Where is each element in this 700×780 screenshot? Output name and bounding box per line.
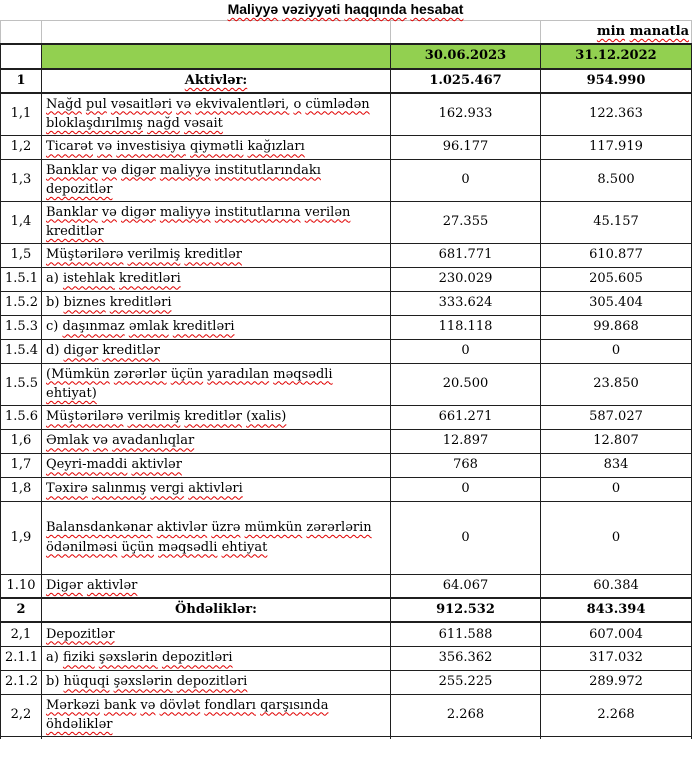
cell-value-2022: 289.972 (541, 670, 692, 694)
cell-row-number: 1,8 (1, 477, 42, 501)
table-row (1, 159, 692, 201)
cell-row-number: 1,9 (1, 501, 42, 574)
page-title (0, 0, 691, 20)
cell-value-2023: 255.225 (391, 670, 541, 694)
table-row (1, 694, 692, 736)
cell-row-number: 2.1.1 (1, 646, 42, 670)
cell-item-label: Nağd pul vəsaitləri və ekvivalentləri, o cümlədən bloklaşdırılmış nağd vəsait (42, 93, 391, 136)
cell-value-2022: 0 (541, 501, 692, 574)
cell-value-2022: 0 (541, 477, 692, 501)
unit-row (1, 21, 692, 44)
table-row (1, 501, 692, 574)
cell-value-2022: 23.850 (541, 363, 692, 405)
cell-value-2022: 117.919 (541, 135, 692, 159)
cell-value-2023: 333.624 (391, 291, 541, 315)
cell-item-label: Ticarət və investisiya qiymətli kağızları (42, 135, 391, 159)
cell-row-number: 1.5.4 (1, 339, 42, 363)
cell-item-label: Balansdankənar aktivlər üzrə mümkün zərərlərin ödənilməsi üçün məqsədli ehtiyat (42, 501, 391, 574)
cell-value-2022: 45.157 (541, 201, 692, 243)
cell-value-2023: 27.355 (391, 201, 541, 243)
cell-row-number: 1,7 (1, 453, 42, 477)
cell-row-number: 1.5.1 (1, 267, 42, 291)
cell-row-number: 1,4 (1, 201, 42, 243)
cell-item-label: Müştərilərə verilmiş kreditlər (xalis) (42, 405, 391, 429)
cell-value-2022: 99.868 (541, 315, 692, 339)
cell-item-label: (Mümkün zərərlər üçün yaradılan məqsədli ehtiyat) (42, 363, 391, 405)
cell-value-2023: 0 (391, 339, 541, 363)
cell-item-label: Müştərilərə verilmiş kreditlər (42, 243, 391, 267)
cell-row-number: 1.5.5 (1, 363, 42, 405)
table-row (1, 646, 692, 670)
cell-value-2022: 607.004 (541, 622, 692, 646)
cell-value-2023: 0 (391, 477, 541, 501)
cell-value-2022: 205.605 (541, 267, 692, 291)
cell-item-label: Təxirə salınmış vergi aktivləri (42, 477, 391, 501)
cell-row-number: 1.10 (1, 574, 42, 598)
cell-value-2022: 305.404 (541, 291, 692, 315)
cell-value-2022: 610.877 (541, 243, 692, 267)
cell-item-label: c) daşınmaz əmlak kreditləri (42, 315, 391, 339)
table-row (1, 243, 692, 267)
cell-value-2023: 912.532 (391, 598, 541, 622)
cell-value-2022: 954.990 (541, 69, 692, 93)
cell-value-2023: 1.025.467 (391, 69, 541, 93)
cell-item-label: Banklar və digər maliyyə institutlarındakı depozitlər (42, 159, 391, 201)
cell-item-label: b) biznes kreditləri (42, 291, 391, 315)
table-row (1, 622, 692, 646)
cell-value-2023: 356.362 (391, 646, 541, 670)
header-label-cell (42, 44, 391, 69)
cell-value-2023: 118.118 (391, 315, 541, 339)
unit-row-empty-cell (42, 21, 391, 44)
cell-value-2022: 0 (541, 339, 692, 363)
cell-value-2023: 681.771 (391, 243, 541, 267)
table-row (1, 598, 692, 622)
table-row (1, 201, 692, 243)
table-row (1, 670, 692, 694)
cell-value-2023: 64.067 (391, 574, 541, 598)
header-date-2023: 30.06.2023 (391, 44, 541, 69)
table-row (1, 405, 692, 429)
cell-value-2023: 2.268 (391, 694, 541, 736)
cut-off-cell (391, 736, 541, 739)
cell-row-number: 2.1.2 (1, 670, 42, 694)
table-row (1, 291, 692, 315)
table-row (1, 339, 692, 363)
financial-report-table (0, 20, 692, 739)
table-row (1, 453, 692, 477)
cell-value-2022: 8.500 (541, 159, 692, 201)
cell-item-label: a) istehlak kreditləri (42, 267, 391, 291)
cell-value-2023: 96.177 (391, 135, 541, 159)
cell-value-2023: 20.500 (391, 363, 541, 405)
cell-value-2023: 611.588 (391, 622, 541, 646)
cell-row-number: 1,6 (1, 429, 42, 453)
cell-item-label: Digər aktivlər (42, 574, 391, 598)
unit-row-empty-cell (391, 21, 541, 44)
cell-item-label: Depozitlər (42, 622, 391, 646)
cut-off-row (1, 736, 692, 739)
table-row (1, 315, 692, 339)
column-header-row (1, 44, 692, 69)
cell-value-2022: 587.027 (541, 405, 692, 429)
unit-note: min manatla (541, 21, 692, 44)
cell-value-2022: 60.384 (541, 574, 692, 598)
cell-value-2023: 12.897 (391, 429, 541, 453)
cell-item-label: Əmlak və avadanlıqlar (42, 429, 391, 453)
cell-row-number: 2 (1, 598, 42, 622)
table-row (1, 267, 692, 291)
cell-row-number: 1.5.3 (1, 315, 42, 339)
cut-off-cell (1, 736, 42, 739)
cell-item-label: a) fiziki şəxslərin depozitləri (42, 646, 391, 670)
table-row (1, 574, 692, 598)
cell-value-2023: 230.029 (391, 267, 541, 291)
cell-item-label: b) hüquqi şəxslərin depozitləri (42, 670, 391, 694)
cell-value-2023: 162.933 (391, 93, 541, 136)
report-table-head (1, 21, 692, 69)
cell-value-2022: 317.032 (541, 646, 692, 670)
cell-item-label: Banklar və digər maliyyə institutlarına verilən kreditlər (42, 201, 391, 243)
table-row (1, 429, 692, 453)
cut-off-cell (42, 736, 391, 739)
cut-off-cell (541, 736, 692, 739)
cell-value-2023: 0 (391, 501, 541, 574)
cell-value-2022: 2.268 (541, 694, 692, 736)
header-date-2022: 31.12.2022 (541, 44, 692, 69)
cell-row-number: 1,1 (1, 93, 42, 136)
cell-item-label: Mərkəzi bank və dövlət fondları qarşısında öhdəliklər (42, 694, 391, 736)
cell-row-number: 1.5.2 (1, 291, 42, 315)
report-table-body (1, 69, 692, 737)
cell-row-number: 1,2 (1, 135, 42, 159)
cell-row-number: 1,3 (1, 159, 42, 201)
cell-item-label: Öhdəliklər: (42, 598, 391, 622)
cell-row-number: 2,2 (1, 694, 42, 736)
cell-value-2022: 122.363 (541, 93, 692, 136)
cell-value-2023: 661.271 (391, 405, 541, 429)
table-row (1, 477, 692, 501)
cell-value-2022: 834 (541, 453, 692, 477)
cell-value-2023: 0 (391, 159, 541, 201)
cell-row-number: 1 (1, 69, 42, 93)
cell-item-label: d) digər kreditlər (42, 339, 391, 363)
unit-row-empty-cell (1, 21, 42, 44)
cell-row-number: 1.5.6 (1, 405, 42, 429)
cell-value-2023: 768 (391, 453, 541, 477)
cell-item-label: Aktivlər: (42, 69, 391, 93)
table-row (1, 363, 692, 405)
table-row (1, 69, 692, 93)
table-row (1, 93, 692, 136)
cell-row-number: 1,5 (1, 243, 42, 267)
page-title-text: Maliyyə vəziyyəti haqqında hesabat (227, 1, 464, 17)
header-corner-cell (1, 44, 42, 69)
cell-value-2022: 843.394 (541, 598, 692, 622)
table-row (1, 135, 692, 159)
cell-row-number: 2,1 (1, 622, 42, 646)
cell-value-2022: 12.807 (541, 429, 692, 453)
cell-item-label: Qeyri-maddi aktivlər (42, 453, 391, 477)
